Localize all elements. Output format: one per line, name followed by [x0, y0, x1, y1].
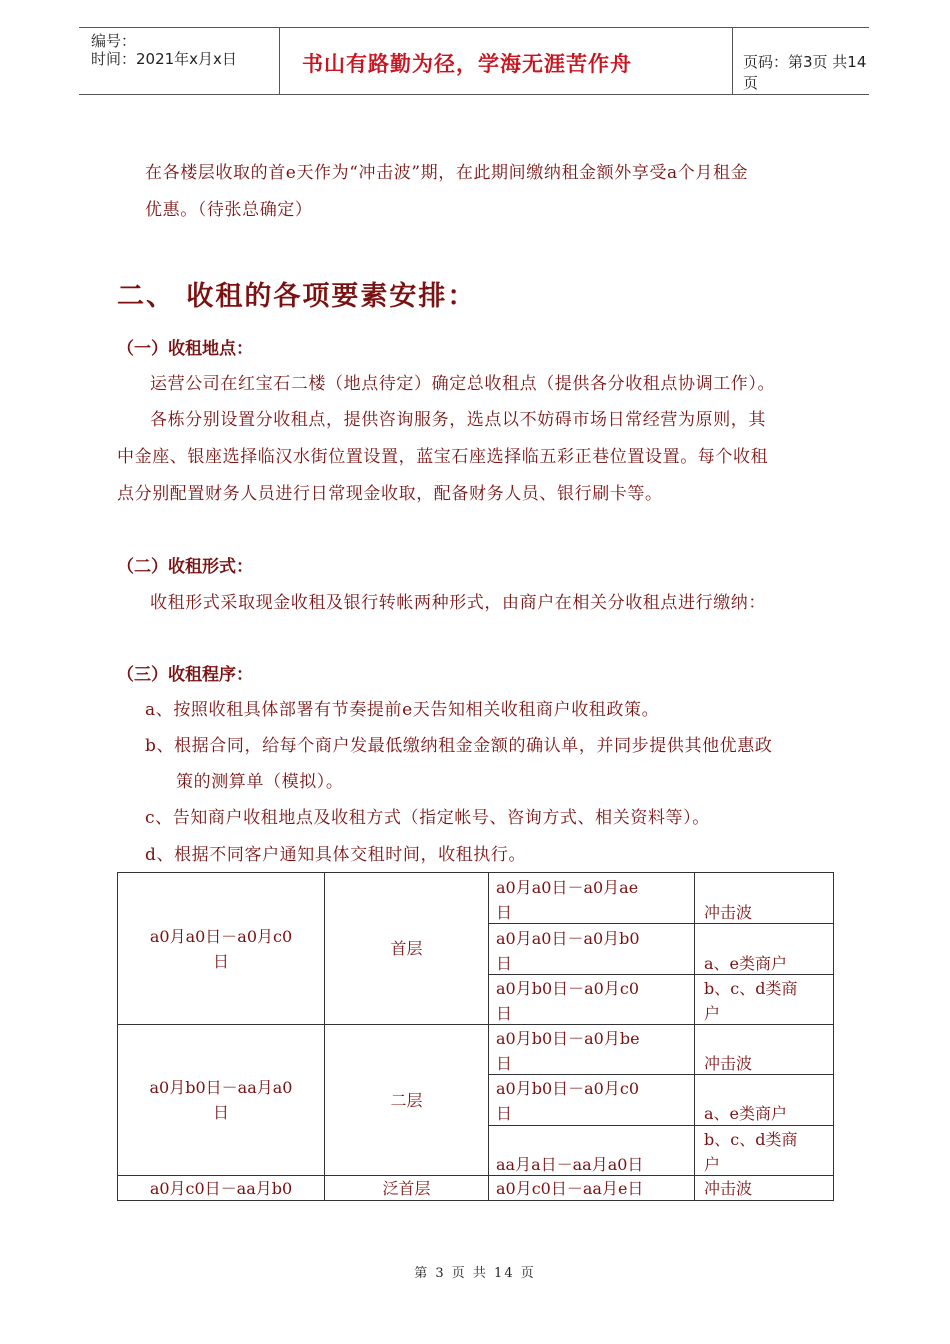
form-paragraph: 收租形式采取现金收租及银行转帐两种形式，由商户在相关分收租点进行缴纳： [150, 593, 766, 613]
type-text: 户 [704, 1155, 721, 1174]
floor-cell: 泛首层 [324, 1175, 489, 1201]
floor-cell: 二层 [324, 1024, 489, 1176]
procedure-item-b-line-2: 策的测算单（模拟）。 [176, 772, 344, 792]
merchant-type-cell [694, 1125, 834, 1176]
procedure-item-c: c、告知商户收租地点及收租方式（指定帐号、咨询方式、相关资料等）。 [145, 808, 710, 828]
type-text: a、e类商户 [704, 1104, 788, 1123]
document-time-label: 时间：2021年x月x日 [91, 50, 237, 68]
procedure-item-b-line-1: b、根据合同，给每个商户发最低缴纳租金金额的确认单，并同步提供其他优惠政 [145, 736, 773, 756]
document-number-label: 编号： [91, 32, 137, 50]
date-text [496, 1127, 687, 1152]
merchant-type-cell [694, 974, 834, 1025]
rent-schedule-table [117, 872, 834, 1201]
date-text: 日 [496, 1054, 513, 1073]
date-cell: a0月c0日－aa月e日 [488, 1175, 695, 1201]
type-text: a、e类商户 [704, 954, 788, 973]
type-text [704, 875, 824, 900]
type-text: 冲击波 [704, 1054, 753, 1073]
floor-cell: 首层 [324, 872, 489, 1025]
subsection-procedure-title: （三）收租程序： [117, 665, 253, 685]
procedure-item-d: d、根据不同客户通知具体交租时间，收租执行。 [145, 845, 527, 865]
location-paragraph-2-line-3: 点分别配置财务人员进行日常现金收取，配备财务人员、银行刷卡等。 [117, 484, 663, 504]
period-cell [117, 872, 325, 1025]
date-text: 日 [496, 1004, 513, 1023]
date-text: a0月b0日－a0月c0 [496, 1079, 640, 1098]
type-text [704, 1076, 824, 1101]
type-text: 冲击波 [704, 903, 753, 922]
merchant-type-cell [694, 923, 834, 975]
period-cell: a0月c0日－aa月b0 [117, 1175, 325, 1201]
subsection-form-title: （二）收租形式： [117, 557, 253, 577]
location-paragraph-1: 运营公司在红宝石二楼（地点待定）确定总收租点（提供各分收租点协调工作）。 [150, 374, 776, 394]
procedure-item-a: a、按照收租具体部署有节奏提前e天告知相关收租商户收租政策。 [145, 700, 660, 720]
header-right [733, 28, 869, 94]
intro-line-2: 优惠。（待张总确定） [145, 200, 313, 220]
merchant-type-cell [694, 1024, 834, 1075]
date-cell [488, 1074, 695, 1126]
date-cell [488, 1125, 695, 1176]
date-text: a0月b0日－a0月c0 [496, 979, 640, 998]
period-text: a0月a0日－a0月c0 [149, 926, 293, 946]
period-cell [117, 1024, 325, 1176]
location-paragraph-2-line-2: 中金座、银座选择临汉水街位置设置，蓝宝石座选择临五彩正巷位置设置。每个收租 [117, 447, 769, 467]
date-text: aa月a日－aa月a0日 [496, 1155, 644, 1174]
type-text: 户 [704, 1004, 721, 1023]
date-cell [488, 872, 695, 924]
merchant-type-cell: 冲击波 [694, 1175, 834, 1201]
page-header [79, 27, 869, 95]
intro-line-1: 在各楼层收取的首e天作为“冲击波”期，在此期间缴纳租金额外享受a个月租金 [145, 163, 749, 183]
header-left [79, 28, 280, 94]
date-text: a0月b0日－a0月be [496, 1029, 640, 1048]
section-heading: 二、 收租的各项要素安排： [117, 281, 477, 312]
type-text [704, 926, 824, 951]
subsection-location-title: （一）收租地点： [117, 339, 253, 359]
date-cell [488, 923, 695, 975]
page-footer: 第 3 页 共 14 页 [414, 1266, 536, 1281]
type-text: b、c、d类商 [704, 1130, 798, 1149]
type-text [704, 1026, 824, 1051]
date-cell [488, 974, 695, 1025]
date-text: 日 [496, 1104, 513, 1123]
header-motto-cell [280, 28, 733, 94]
date-text: a0月a0日－a0月ae [496, 878, 639, 897]
date-text: 日 [496, 903, 513, 922]
type-text: b、c、d类商 [704, 979, 798, 998]
period-text: 日 [212, 951, 229, 971]
date-cell [488, 1024, 695, 1075]
merchant-type-cell [694, 872, 834, 924]
header-page-number: 页码：第3页 共14页 [743, 53, 867, 92]
date-text: a0月a0日－a0月b0 [496, 929, 640, 948]
date-text: 日 [496, 954, 513, 973]
header-motto: 书山有路勤为径，学海无涯苦作舟 [302, 52, 632, 76]
period-text: a0月b0日－aa月a0 [149, 1078, 293, 1097]
period-text: 日 [212, 1103, 229, 1122]
merchant-type-cell [694, 1074, 834, 1126]
location-paragraph-2-line-1: 各栋分别设置分收租点，提供咨询服务，选点以不妨碍市场日常经营为原则，其 [150, 410, 766, 430]
